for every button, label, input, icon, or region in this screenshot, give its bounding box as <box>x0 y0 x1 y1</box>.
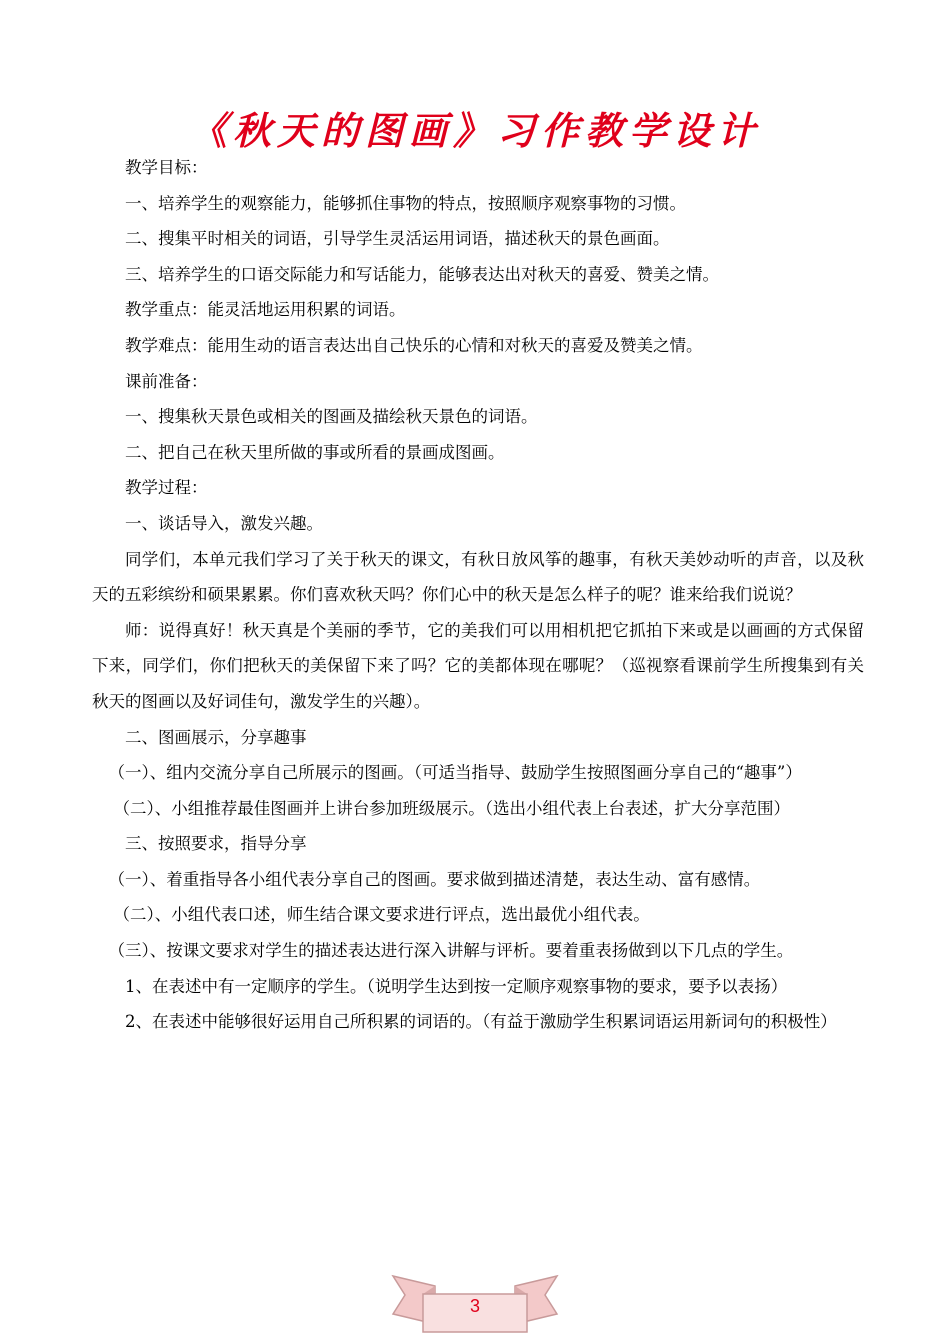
paragraph-preparation-1: 一、搜集秋天景色或相关的图画及描绘秋天景色的词语。 <box>125 407 538 427</box>
document-body <box>92 150 864 1040</box>
paragraph-step-3-part-2: （二）、小组代表口述，师生结合课文要求进行评点，选出最优小组代表。 <box>113 905 650 925</box>
paragraph-step-2-part-1: （一）、组内交流分享自己所展示的图画。（可适当指导、鼓励学生按照图画分享自己的“趣事”） <box>108 763 802 783</box>
paragraph-process-heading: 教学过程： <box>125 478 208 498</box>
paragraph-step-3-heading: 三、按照要求，指导分享 <box>125 834 307 854</box>
paragraph-objectives-heading: 教学目标： <box>125 158 208 177</box>
paragraph-step-1-teacher: 师：说得真好！秋天真是个美丽的季节，它的美我们可以用相机把它抓拍下来或是以画画的方式保留下来，同学们，你们把秋天的美保留下来了吗？它的美都体现在哪呢？（巡视察看课前学生所搜集到有关秋天的图画以及好词佳句，激发学生的兴趣）。 <box>92 620 864 711</box>
document-title: 《秋天的图画》习作教学设计 <box>188 109 761 153</box>
paragraph-preparation-2: 二、把自己在秋天里所做的事或所看的景画成图画。 <box>125 442 505 462</box>
paragraph-key-point: 教学重点：能灵活地运用积累的词语。 <box>125 300 406 320</box>
paragraph-preparation-heading: 课前准备： <box>125 371 208 391</box>
paragraph-step-1-intro: 同学们，本单元我们学习了关于秋天的课文，有秋日放风筝的趣事，有秋天美妙动听的声音，以及秋天的五彩缤纷和硕果累累。你们喜欢秋天吗？你们心中的秋天是怎么样子的呢？谁来给我们说说？ <box>92 549 864 605</box>
paragraph-difficulty: 教学难点：能用生动的语言表达出自己快乐的心情和对秋天的喜爱及赞美之情。 <box>125 335 703 355</box>
page-number: 3 <box>469 1296 480 1316</box>
paragraph-step-3-part-3: （三）、按课文要求对学生的描述表达进行深入讲解与评析。要着重表扬做到以下几点的学生。 <box>108 941 794 961</box>
paragraph-step-3-part-1: （一）、着重指导各小组代表分享自己的图画。要求做到描述清楚，表达生动、富有感情。 <box>108 869 761 889</box>
paragraph-objective-3: 三、培养学生的口语交际能力和写话能力，能够表达出对秋天的喜爱、赞美之情。 <box>125 264 719 284</box>
paragraph-objective-1: 一、培养学生的观察能力，能够抓住事物的特点，按照顺序观察事物的习惯。 <box>125 193 686 213</box>
paragraph-step-1-heading: 一、谈话导入，激发兴趣。 <box>125 513 323 533</box>
paragraph-point-2: 2、在表述中能够很好运用自己所积累的词语的。（有益于激励学生积累词语运用新词句的积极性） <box>125 1012 837 1032</box>
paragraph-step-2-heading: 二、图画展示，分享趣事 <box>125 727 307 747</box>
paragraph-objective-2: 二、搜集平时相关的词语，引导学生灵活运用词语，描述秋天的景色画面。 <box>125 229 670 249</box>
page-footer <box>383 1268 567 1338</box>
paragraph-point-1: 1、在表述中有一定顺序的学生。（说明学生达到按一定顺序观察事物的要求，要予以表扬） <box>125 976 788 996</box>
paragraph-step-2-part-2: （二）、小组推荐最佳图画并上讲台参加班级展示。（选出小组代表上台表述，扩大分享范围） <box>113 798 790 818</box>
